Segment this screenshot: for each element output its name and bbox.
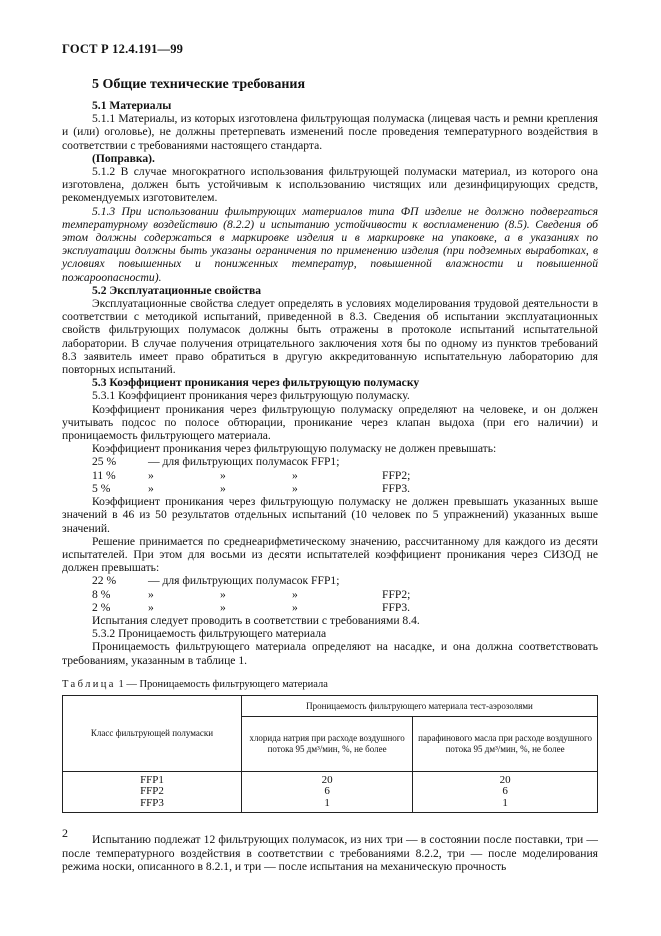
table-caption-text: 1 — Проницаемость фильтрующего материала [118, 678, 328, 690]
limit-line [62, 482, 598, 495]
limit-percent: 11 % [92, 468, 116, 482]
limit-line [62, 469, 598, 482]
limit-class: FFP3. [382, 600, 411, 614]
page-body [62, 76, 598, 873]
ditto-mark: » [292, 468, 298, 482]
limit-class: FFP2; [382, 587, 411, 601]
limit-class: FFP2; [382, 468, 411, 482]
limit-percent: 22 % [92, 574, 117, 588]
limit-text: — для фильтрующих полумасок FFP1; [148, 455, 340, 469]
limit-line [62, 588, 598, 601]
ditto-mark: » [148, 600, 154, 614]
ditto-mark: » [220, 587, 226, 601]
paragraph-5-3-2-title: 5.3.2 Проницаемость фильтрующего материала [92, 627, 327, 641]
limit-line [62, 601, 598, 614]
paragraph-5-3-2-text: Проницаемость фильтрующего материала определяют на насадке, и она должна соответствовать требованиям, указанным в таблице 1. [62, 640, 598, 667]
oil-column [413, 771, 598, 813]
paragraph-5-1-1: 5.1.1 Материалы, из которых изготовлена фильтрующая полумаска (лицевая часть и ремни крепления и (или) оголовье), не должны претерпевать изменений после проведения температурного воздействия в соответствии с требованиями настоящего стандарта. [62, 112, 598, 152]
subsection-title-5-3: 5.3 Коэффициент проникания через фильтрующую полумаску [92, 376, 420, 390]
nacl-column [242, 771, 413, 813]
header-class: Класс фильтрующей полумаски [63, 695, 242, 771]
amendment-note: (Поправка). [92, 151, 155, 165]
limit-line [62, 455, 598, 468]
page-number: 2 [62, 826, 68, 840]
header-sodium-chloride: хлорида натрия при расходе воздушного потока 95 дм³/мин, %, не более [242, 716, 413, 771]
header-paraffin-oil: парафинового масла при расходе воздушного потока 95 дм³/мин, %, не более [413, 716, 598, 771]
table-values-row [63, 771, 598, 813]
paragraph-penetration-limit: Коэффициент проникания через фильтрующую полумаску не должен превышать: [92, 442, 497, 456]
ditto-mark: » [292, 587, 298, 601]
ditto-mark: » [220, 600, 226, 614]
ditto-mark: » [148, 587, 154, 601]
subsection-title-5-1: 5.1 Материалы [92, 99, 172, 112]
paragraph-tests-8-4: Испытания следует проводить в соответствии с требованиями 8.4. [92, 613, 420, 627]
ditto-mark: » [220, 481, 226, 495]
ditto-mark: » [148, 468, 154, 482]
table-cell: FFP2 [140, 785, 164, 798]
permeability-table [62, 695, 598, 814]
limit-percent: 25 % [92, 455, 117, 469]
table-caption [62, 678, 598, 691]
paragraph-test-samples: Испытанию подлежат 12 фильтрующих полумасок, из них три — в состоянии после поставки, три — после температурного воздействия в соответствии с требованиями 8.2.2, три — после моделирования режима носки, описанного в 8.2.1, и три — после испытания на механическую прочность [62, 833, 598, 873]
paragraph-test-results: Коэффициент проникания через фильтрующую полумаску не должен превышать указанных выше значений в 46 из 50 результатов отдельных испытаний (10 человек по 5 упражнений) указанных выше значений. [62, 495, 598, 535]
paragraph-decision: Решение принимается по среднеарифметическому значению, рассчитанному для каждого из десяти испытателей. При этом для восьми из десяти испытателей коэффициент проникания через СИЗОД не должен превышать: [62, 534, 598, 575]
limit-percent: 2 % [92, 600, 111, 614]
paragraph-5-3-1: 5.3.1 Коэффициент проникания через фильтрующую полумаску. [92, 389, 410, 403]
table-cell: 20 [321, 773, 333, 786]
table-cell: 6 [324, 785, 330, 798]
paragraph-5-2: Эксплуатационные свойства следует определять в условиях моделирования трудовой деятельности в соответствии с методикой испытаний, приведенной в 8.3. Сведения об испытании эксплуатационных свойств фильтрующих полумасок должны быть отражены в протоколе испытаний испытательной лаборатории. В случае получения отрицательного заключения хотя бы по одному из пунктов требований 8.3 заявитель имеет право обратиться в другую аккредитованную испытательную лабораторию для повторных испытаний. [62, 297, 598, 377]
limit-percent: 5 % [92, 481, 111, 495]
table-cell: 20 [499, 773, 511, 786]
table-cell: FFP3 [140, 796, 164, 809]
paragraph-5-1-2: 5.1.2 В случае многократного использования фильтрующей полумаски материал, из которого она изготовлена, должен быть устойчивым к использованию чистящих или дезинфицирующих средств, рекомендуемых изготовителем. [62, 165, 598, 205]
limit-percent: 8 % [92, 587, 111, 601]
limit-line [62, 574, 598, 587]
table-caption-label: Таблица [62, 678, 116, 690]
table-cell: 1 [502, 796, 508, 809]
table-cell: 6 [502, 785, 508, 798]
ditto-mark: » [220, 468, 226, 482]
limit-text: — для фильтрующих полумасок FFP1; [148, 574, 340, 588]
ditto-mark: » [292, 600, 298, 614]
table-cell: 1 [324, 796, 330, 809]
ditto-mark: » [148, 481, 154, 495]
header-permeability-group: Проницаемость фильтрующего материала тест-аэрозолями [242, 695, 598, 716]
table-cell: FFP1 [140, 773, 164, 786]
paragraph-penetration-definition: Коэффициент проникания через фильтрующую полумаску определяют на человеке, и он должен учитывать подсос по полосе обтюрации, проникание через клапан выдоха (при его наличии) и проницаемость фильтрующего материала. [62, 402, 598, 443]
ditto-mark: » [292, 481, 298, 495]
class-column [63, 771, 242, 813]
subsection-title-5-2: 5.2 Эксплуатационные свойства [92, 283, 262, 297]
document-header: ГОСТ Р 12.4.191—99 [62, 42, 184, 56]
paragraph-5-1-3: 5.1.3 При использовании фильтрующих материалов типа ФП изделие не должно подвергаться температурному воздействию (8.2.2) и испытанию устойчивости к воспламенению (8.5). Сведения об этом должны содержаться в маркировке изделия и в маркировке на упаковке, а в указаниях по эксплуатации должны быть указаны ограничения по применению изделия (при подземных выработках, в условиях повышенных и пониженных температур, повышенной влажности и повышенной пожароопасности). [62, 204, 598, 284]
limit-class: FFP3. [382, 481, 411, 495]
section-title: 5 Общие технические требования [92, 77, 306, 92]
